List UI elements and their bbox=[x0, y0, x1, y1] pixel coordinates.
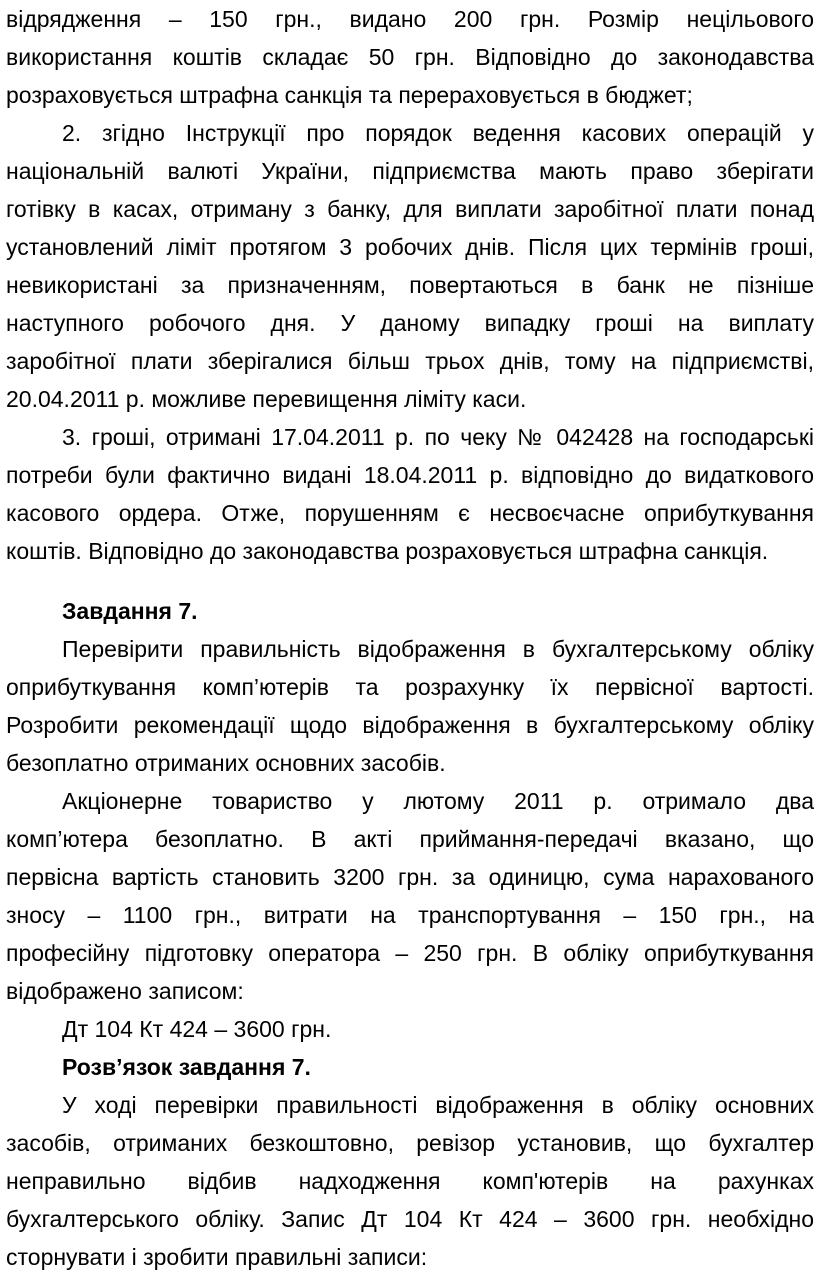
section-heading: Розв’язок завдання 7. bbox=[62, 1054, 311, 1080]
text-line: 3. гроші, отримані 17.04.2011 р. по чеку № 042428 на господарські bbox=[62, 424, 814, 450]
text-line: наступного робочого дня. У даному випадку гроші на виплату bbox=[6, 310, 814, 336]
text-line: 20.04.2011 р. можливе перевищення ліміту каси. bbox=[6, 386, 527, 412]
text-line: готівку в касах, отриману з банку, для виплати заробітної плати понад bbox=[6, 196, 814, 222]
text-line: установлений ліміт протягом 3 робочих днів. Після цих термінів гроші, bbox=[6, 234, 814, 260]
text-line: відрядження – 150 грн., видано 200 грн. Розмір нецільового bbox=[6, 6, 814, 32]
text-line: Розробити рекомендації щодо відображення в бухгалтерському обліку bbox=[6, 712, 814, 738]
section-heading: Завдання 7. bbox=[62, 598, 198, 624]
text-line: професійну підготовку оператора – 250 грн. В обліку оприбуткування bbox=[6, 940, 814, 966]
text-line: первісна вартість становить 3200 грн. за одиницю, сума нарахованого bbox=[6, 864, 814, 890]
text-line: коштів. Відповідно до законодавства розраховується штрафна санкція. bbox=[6, 538, 769, 564]
text-line: 2. згідно Інструкції про порядок ведення касових операцій у bbox=[62, 120, 814, 146]
text-line: зносу – 1100 грн., витрати на транспортування – 150 грн., на bbox=[6, 902, 814, 928]
text-line: засобів, отриманих безкоштовно, ревізор установив, що бухгалтер bbox=[6, 1130, 814, 1156]
accounting-entry: Дт 104 Кт 424 – 3600 грн. bbox=[62, 1016, 332, 1042]
text-line: бухгалтерського обліку. Запис Дт 104 Кт 424 – 3600 грн. необхідно bbox=[6, 1206, 814, 1232]
text-line: потреби були фактично видані 18.04.2011 р. відповідно до видаткового bbox=[6, 462, 814, 488]
text-line: Акціонерне товариство у лютому 2011 р. отримало два bbox=[62, 788, 814, 814]
text-line: У ході перевірки правильності відображення в обліку основних bbox=[62, 1092, 814, 1118]
text-line: національній валюті України, підприємства мають право зберігати bbox=[6, 158, 814, 184]
text-line: невикористані за призначенням, повертаються в банк не пізніше bbox=[6, 272, 814, 298]
text-line: сторнувати і зробити правильні записи: bbox=[6, 1244, 428, 1270]
text-line: неправильно відбив надходження комп'ютерів на рахунках bbox=[6, 1168, 814, 1194]
text-line: використання коштів складає 50 грн. Відповідно до законодавства bbox=[6, 44, 814, 70]
text-line: касового ордера. Отже, порушенням є несвоєчасне оприбуткування bbox=[6, 500, 814, 526]
text-line: відображено записом: bbox=[6, 978, 244, 1004]
text-line: Перевірити правильність відображення в бухгалтерському обліку bbox=[62, 636, 814, 662]
text-line: розраховується штрафна санкція та перераховується в бюджет; bbox=[6, 82, 693, 108]
text-line: безоплатно отриманих основних засобів. bbox=[6, 750, 446, 776]
text-line: заробітної плати зберігалися більш трьох днів, тому на підприємстві, bbox=[6, 348, 814, 374]
text-line: комп’ютера безоплатно. В акті приймання-передачі вказано, що bbox=[6, 826, 814, 852]
text-line: оприбуткування комп’ютерів та розрахунку їх первісної вартості. bbox=[6, 674, 814, 700]
